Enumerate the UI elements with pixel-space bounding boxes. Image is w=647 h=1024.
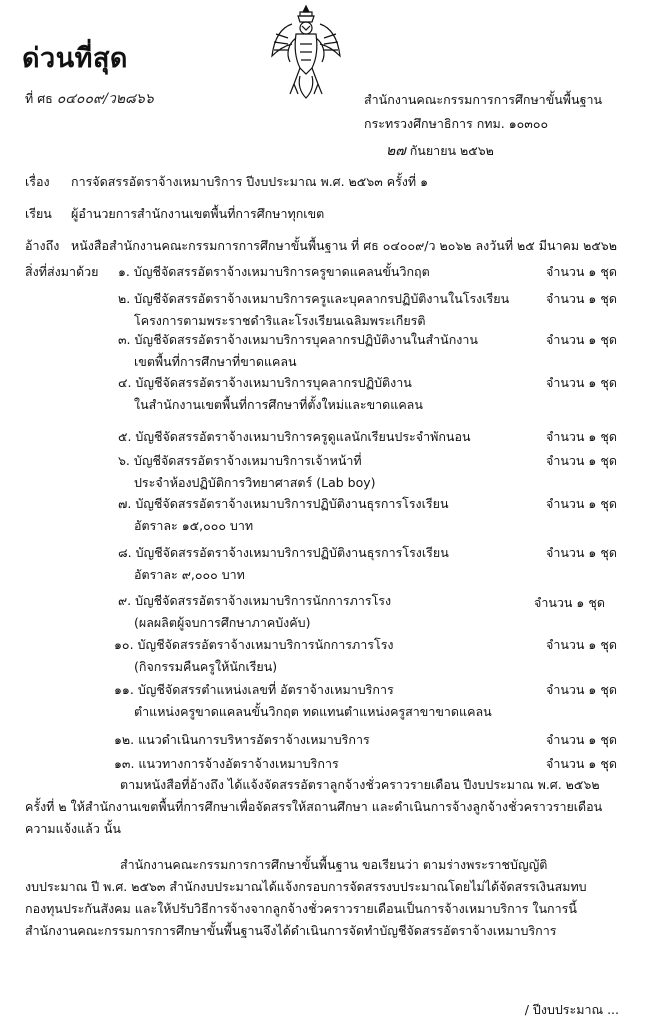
enclosure-item-title: ๑๒. แนวดำเนินการบริหารอัตราจ้างเหมาบริการ bbox=[114, 732, 370, 747]
enclosure-item-detail: ประจำห้องปฏิบัติการวิทยาศาสตร์ (Lab boy) bbox=[134, 475, 376, 490]
enclosure-item-title: ๓. บัญชีจัดสรรอัตราจ้างเหมาบริการบุคลากรปฏิบัติงานในสำนักงาน bbox=[118, 332, 478, 347]
enclosure-item-detail: อัตราละ ๑๕,๐๐๐ บาท bbox=[134, 518, 254, 533]
continuation-note: / ปีงบประมาณ ... bbox=[524, 1002, 619, 1017]
enclosure-item-title: ๑. บัญชีจัดสรรอัตราจ้างเหมาบริการครูขาดแคลนขั้นวิกฤต bbox=[118, 264, 430, 279]
enclosure-item-title: ๕. บัญชีจัดสรรอัตราจ้างเหมาบริการครูดูแลนักเรียนประจำพักนอน bbox=[118, 429, 471, 444]
enclosure-item-quantity: จำนวน ๑ ชุด bbox=[546, 545, 617, 560]
body-paragraph-1-line: ตามหนังสือที่อ้างถึง ได้แจ้งจัดสรรอัตราลูกจ้างชั่วคราวรายเดือน ปีงบประมาณ พ.ศ. ๒๕๖๒ bbox=[120, 777, 600, 792]
enclosure-item-detail: เขตพื้นที่การศึกษาที่ขาดแคลน bbox=[134, 354, 297, 369]
enclosure-item-quantity: จำนวน ๑ ชุด bbox=[546, 732, 617, 747]
enclosure-item-quantity: จำนวน ๑ ชุด bbox=[546, 429, 617, 444]
body-paragraph-1 bbox=[25, 774, 602, 840]
enclosure-item-quantity: จำนวน ๑ ชุด bbox=[546, 637, 617, 652]
enclosure-item-quantity: จำนวน ๑ ชุด bbox=[546, 453, 617, 468]
ministry-address: กระทรวงศึกษาธิการ กทม. ๑๐๓๐๐ bbox=[364, 116, 549, 131]
enclosure-item-detail: โครงการตามพระราชดำริและโรงเรียนเฉลิมพระเกียรติ bbox=[134, 313, 426, 328]
enclosure-item-title: ๙. บัญชีจัดสรรอัตราจ้างเหมาบริการนักการภารโรง bbox=[118, 593, 392, 608]
agency-name: สำนักงานคณะกรรมการการศึกษาขั้นพื้นฐาน bbox=[364, 92, 603, 107]
recipient-text: ผู้อำนวยการสำนักงานเขตพื้นที่การศึกษาทุกเขต bbox=[71, 206, 325, 221]
enclosure-item-title: ๒. บัญชีจัดสรรอัตราจ้างเหมาบริการครูและบุคลากรปฏิบัติงานในโรงเรียน bbox=[118, 291, 510, 306]
garuda-emblem-icon bbox=[270, 4, 342, 100]
enclosures-label: สิ่งที่ส่งมาด้วย bbox=[25, 264, 99, 279]
subject-label: เรื่อง bbox=[25, 174, 50, 189]
enclosure-item-quantity: จำนวน ๑ ชุด bbox=[546, 756, 617, 771]
enclosure-item-title: ๑๐. บัญชีจัดสรรอัตราจ้างเหมาบริการนักการภารโรง bbox=[114, 637, 394, 652]
enclosure-item-detail: ในสำนักงานเขตพื้นที่การศึกษาที่ตั้งใหม่และขาดแคลน bbox=[134, 397, 423, 412]
enclosure-item-detail: ตำแหน่งครูขาดแคลนขั้นวิกฤต ทดแทนตำแหน่งครูสาขาขาดแคลน bbox=[134, 704, 492, 719]
urgent-stamp: ด่วนที่สุด bbox=[22, 43, 128, 74]
document-number-prefix: ที่ ศธ bbox=[25, 91, 57, 106]
date-month-year: กันยายน ๒๕๖๒ bbox=[405, 143, 494, 158]
body-paragraph-2-line: สำนักงานคณะกรรมการการศึกษาขั้นพื้นฐาน ขอเรียนว่า ตามร่างพระราชบัญญัติ bbox=[120, 857, 548, 872]
enclosure-item-title: ๑๓. แนวทางการจ้างอัตราจ้างเหมาบริการ bbox=[114, 756, 339, 771]
body-paragraph-2-line: สำนักงานคณะกรรมการการศึกษาขั้นพื้นฐานจึงได้ดำเนินการจัดทำบัญชีจัดสรรอัตราจ้างเหมาบริการ bbox=[25, 923, 557, 938]
enclosure-item-quantity: จำนวน ๑ ชุด bbox=[546, 496, 617, 511]
enclosure-item-title: ๖. บัญชีจัดสรรอัตราจ้างเหมาบริการเจ้าหน้าที่ bbox=[118, 453, 362, 468]
body-paragraph-1-line: ครั้งที่ ๒ ให้สำนักงานเขตพื้นที่การศึกษาเพื่อจัดสรรให้สถานศึกษา และดำเนินการจ้างลูกจ้างชั่วคราวรายเดือน bbox=[25, 799, 603, 814]
body-paragraph-1-line: ความแจ้งแล้ว นั้น bbox=[25, 821, 121, 836]
recipient-line bbox=[25, 204, 324, 224]
reference-label: อ้างถึง bbox=[25, 238, 60, 253]
enclosure-item-title: ๔. บัญชีจัดสรรอัตราจ้างเหมาบริการบุคลากรปฏิบัติงาน bbox=[118, 375, 412, 390]
enclosure-item-quantity: จำนวน ๑ ชุด bbox=[546, 291, 617, 306]
enclosure-item-quantity: จำนวน ๑ ชุด bbox=[546, 332, 617, 347]
enclosure-item-detail: อัตราละ ๙,๐๐๐ บาท bbox=[134, 567, 245, 582]
enclosure-item-title: ๑๑. บัญชีจัดสรรตำแหน่งเลขที่ อัตราจ้างเหมาบริการ bbox=[114, 682, 394, 697]
enclosure-item-title: ๗. บัญชีจัดสรรอัตราจ้างเหมาบริการปฏิบัติงานธุรการโรงเรียน bbox=[118, 496, 449, 511]
reference-line bbox=[25, 236, 617, 256]
enclosure-item-title: ๘. บัญชีจัดสรรอัตราจ้างเหมาบริการปฏิบัติงานธุรการโรงเรียน bbox=[118, 545, 449, 560]
document-date bbox=[386, 140, 494, 162]
body-paragraph-2-line: งบประมาณ ปี พ.ศ. ๒๕๖๓ สำนักงบประมาณได้แจ้งกรอบการจัดสรรงบประมาณโดยไม่ได้จัดสรรเงินสมทบ bbox=[25, 879, 587, 894]
subject-line bbox=[25, 172, 428, 192]
enclosure-item-detail: (ผลผลิตผู้จบการศึกษาภาคบังคับ) bbox=[134, 615, 311, 630]
recipient-label: เรียน bbox=[25, 206, 52, 221]
body-paragraph-2 bbox=[25, 854, 587, 942]
date-day: ๒๗ bbox=[386, 143, 406, 159]
subject-text: การจัดสรรอัตราจ้างเหมาบริการ ปีงบประมาณ พ.ศ. ๒๕๖๓ ครั้งที่ ๑ bbox=[71, 174, 429, 189]
enclosure-item-quantity: จำนวน ๑ ชุด bbox=[546, 375, 617, 390]
enclosure-item-quantity: จำนวน ๑ ชุด bbox=[534, 595, 605, 610]
reference-text: หนังสือสำนักงานคณะกรรมการการศึกษาขั้นพื้นฐาน ที่ ศธ ๐๔๐๐๙/ว ๒๐๖๒ ลงวันที่ ๒๕ มีนาคม ๒๕๖๒ bbox=[71, 238, 617, 253]
enclosure-item-detail: (กิจกรรมคืนครูให้นักเรียน) bbox=[134, 659, 278, 674]
body-paragraph-2-line: กองทุนประกันสังคม และให้ปรับวิธีการจ้างจากลูกจ้างชั่วคราวรายเดือนเป็นการจ้างเหมาบริการ ในการนี้ bbox=[25, 901, 577, 916]
enclosure-item-quantity: จำนวน ๑ ชุด bbox=[546, 682, 617, 697]
enclosure-item-quantity: จำนวน ๑ ชุด bbox=[546, 264, 617, 279]
document-number-value: ๐๔๐๐๙/ว๒๘๖๖ bbox=[56, 91, 154, 107]
document-number bbox=[25, 88, 154, 110]
